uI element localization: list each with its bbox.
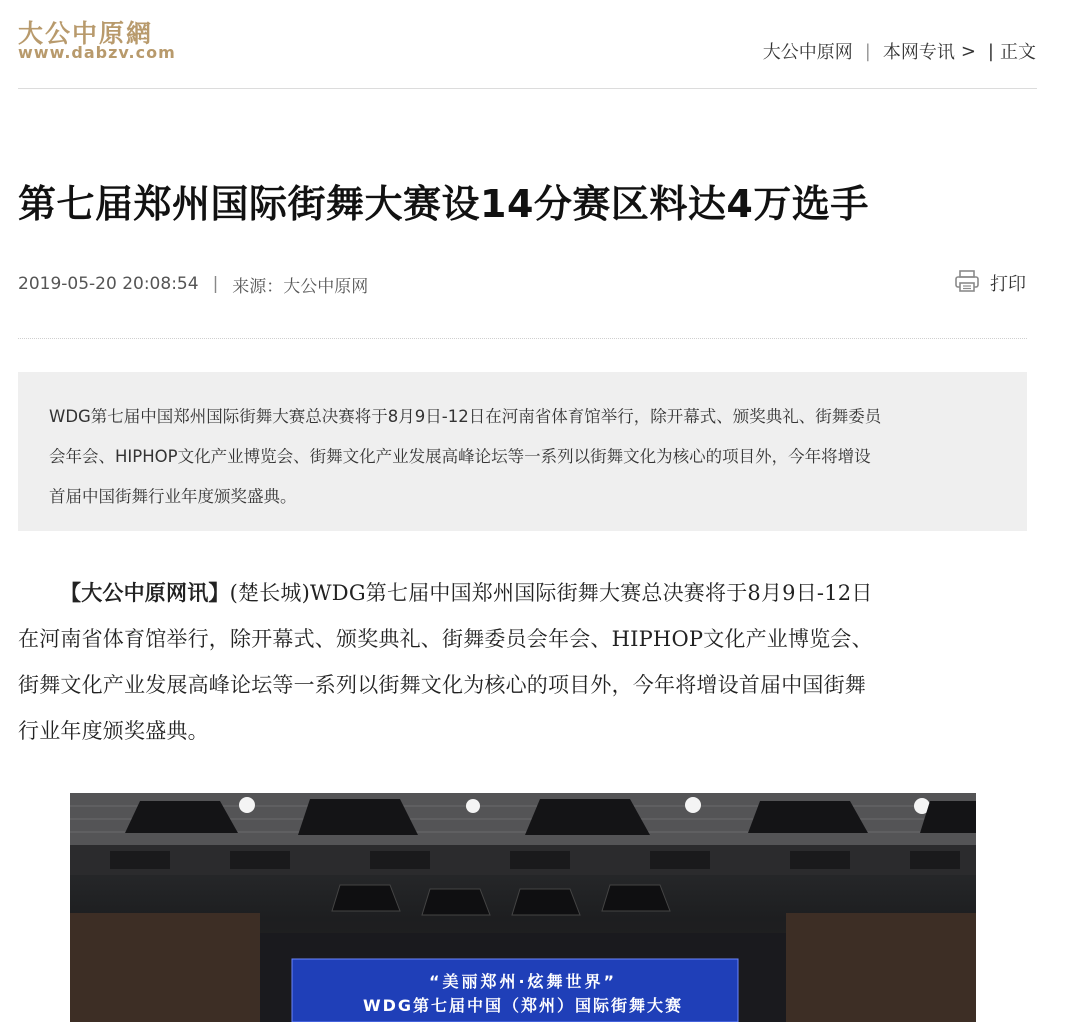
screen-slogan: “美丽郑州·炫舞世界” [428,972,618,991]
article-summary [18,372,1027,531]
screen-event-name: WDG第七届中国（郑州）国际街舞大赛 [362,996,684,1015]
header-divider [18,88,1037,89]
article-meta [18,271,368,297]
body-line-text: (楚长城)WDG第七届中国郑州国际街舞大赛总决赛将于8月9日-12日 [229,581,873,605]
article-title: 第七届郑州国际街舞大赛设14分赛区料达4万选手 [18,182,869,226]
print-label: 打印 [990,274,1026,295]
breadcrumb [763,38,1036,64]
breadcrumb-section-link[interactable]: 本网专讯 [882,42,955,63]
breadcrumb-separator: | [987,40,994,62]
logo-chinese-text: 大公中原網 [18,19,154,48]
article-photo [70,793,976,1022]
breadcrumb-arrow: > [960,40,976,62]
body-line: 行业年度颁奖盛典。 [18,719,209,743]
body-lead: 【大公中原网讯】 [60,580,230,605]
summary-line: 会年会、HIPHOP文化产业博览会、街舞文化产业发展高峰论坛等一系列以街舞文化为核心的项目外，今年将增设 [49,447,871,466]
print-button[interactable] [954,268,1026,298]
meta-divider [18,338,1027,339]
body-line [18,570,1030,616]
breadcrumb-current: 正文 [1000,42,1036,63]
article-source: 来源：大公中原网 [232,276,369,297]
publish-datetime: 2019-05-20 20:08:54 [18,274,199,294]
article-body [18,570,1030,754]
summary-line: WDG第七届中国郑州国际街舞大赛总决赛将于8月9日-12日在河南省体育馆举行，除开幕式、颁奖典礼、街舞委员 [49,407,882,426]
summary-line: 首届中国街舞行业年度颁奖盛典。 [49,487,297,506]
meta-separator: | [212,274,219,294]
printer-icon [954,269,980,298]
logo-url-text: www.dabzv.com [18,43,176,62]
site-logo[interactable] [18,14,198,64]
breadcrumb-separator: | [864,40,871,62]
breadcrumb-home-link[interactable]: 大公中原网 [762,42,853,63]
body-line: 在河南省体育馆举行，除开幕式、颁奖典礼、街舞委员会年会、HIPHOP文化产业博览会、 [18,627,873,651]
body-line: 街舞文化产业发展高峰论坛等一系列以街舞文化为核心的项目外，今年将增设首届中国街舞 [18,673,866,697]
